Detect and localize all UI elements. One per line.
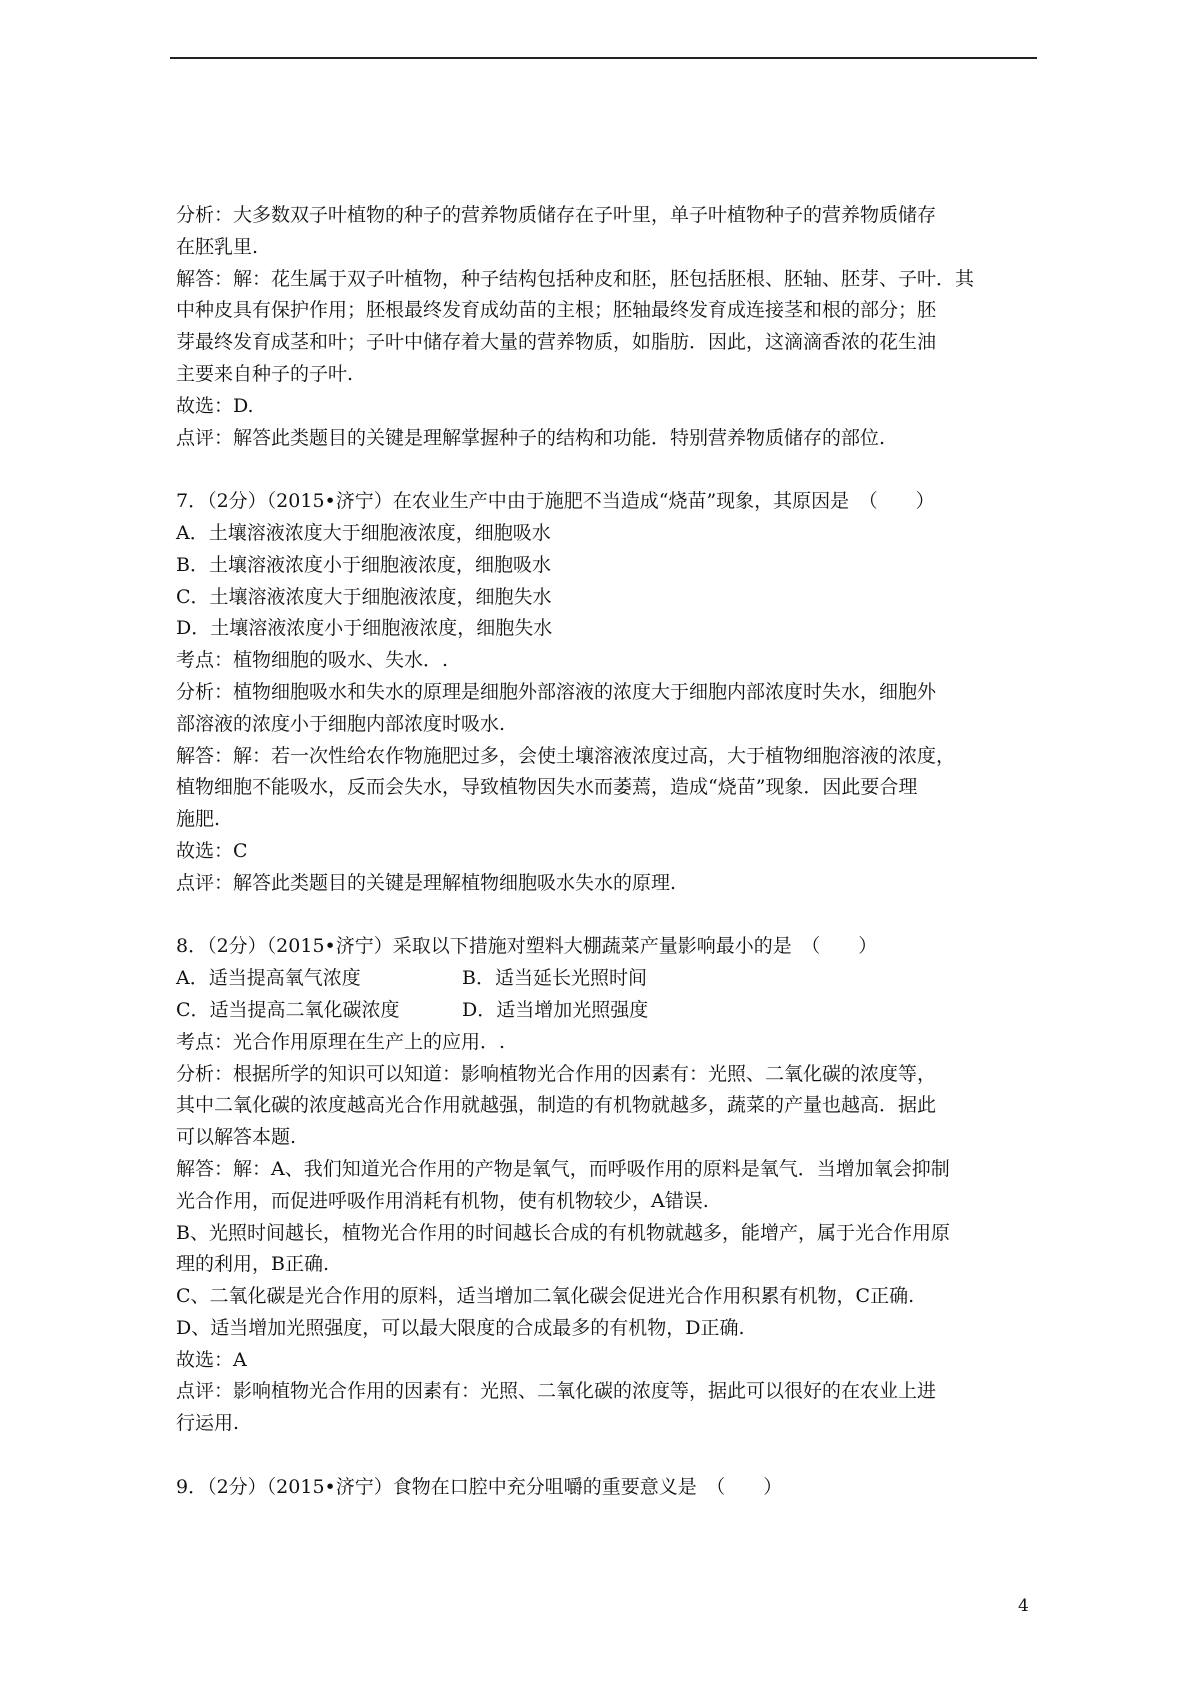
- q8-analysis-line: 可以解答本题.: [176, 1126, 297, 1149]
- q8-answer-line: D、适当增加光照强度，可以最大限度的合成最多的有机物，D正确.: [176, 1316, 745, 1339]
- q7-answer-line: 植物细胞不能吸水，反而会失水，导致植物因失水而萎蔫，造成“烧苗”现象．因此要合理: [176, 776, 918, 799]
- q8-option-d: D．适当增加光照强度: [462, 998, 649, 1021]
- q7-analysis-line: 部溶液的浓度小于细胞内部浓度时吸水.: [176, 712, 506, 735]
- header-rule: [170, 57, 1037, 59]
- q8-answer-line: C、二氧化碳是光合作用的原料，适当增加二氧化碳会促进光合作用积累有机物，C正确.: [176, 1285, 915, 1308]
- q6-analysis-line: 分析：大多数双子叶植物的种子的营养物质储存在子叶里，单子叶植物种子的营养物质储存: [176, 204, 937, 226]
- page-number: 4: [1018, 1596, 1029, 1616]
- q7-analysis-line: 分析：植物细胞吸水和失水的原理是细胞外部溶液的浓度大于细胞内部浓度时失水，细胞外: [176, 680, 937, 703]
- q7-choice: 故选：C: [176, 839, 248, 862]
- q9-stem: 9．（2分）（2015•济宁）食物在口腔中充分咀嚼的重要意义是 （ ）: [176, 1475, 783, 1498]
- question-9: [176, 1472, 1041, 1504]
- q6-answer-line: 解答：解：花生属于双子叶植物，种子结构包括种皮和胚，胚包括胚根、胚轴、胚芽、子叶．其: [176, 267, 975, 290]
- q8-answer-line: 理的利用，B正确.: [176, 1253, 330, 1276]
- q7-answer-line: 解答：解：若一次性给农作物施肥过多，会使土壤溶液浓度过高，大于植物细胞溶液的浓度，: [176, 744, 956, 767]
- q7-option-a: A．土壤溶液浓度大于细胞液浓度，细胞吸水: [176, 521, 551, 544]
- question-8: [176, 931, 1041, 1440]
- q8-analysis-line: 分析：根据所学的知识可以知道：影响植物光合作用的因素有：光照、二氧化碳的浓度等，: [176, 1062, 937, 1085]
- q8-options-row: [176, 995, 1041, 1027]
- q6-choice: 故选：D.: [176, 394, 254, 417]
- q6-analysis-line: 在胚乳里.: [176, 235, 259, 258]
- q7-comment: 点评：解答此类题目的关键是理解植物细胞吸水失水的原理.: [176, 871, 677, 894]
- q8-analysis-line: 其中二氧化碳的浓度越高光合作用就越强，制造的有机物就越多，蔬菜的产量也越高．据此: [176, 1094, 937, 1117]
- q7-option-c: C．土壤溶液浓度大于细胞液浓度，细胞失水: [176, 585, 552, 608]
- q8-option-b: B．适当延长光照时间: [462, 967, 647, 990]
- q8-answer-line: 解答：解：A、我们知道光合作用的产物是氧气，而呼吸作用的原料是氧气．当增加氧会抑制: [176, 1157, 950, 1180]
- q8-option-a: A．适当提高氧气浓度: [176, 967, 361, 990]
- q8-option-c: C．适当提高二氧化碳浓度: [176, 998, 400, 1021]
- q6-comment: 点评：解答此类题目的关键是理解掌握种子的结构和功能．特别营养物质储存的部位.: [176, 426, 886, 449]
- q7-point: 考点：植物细胞的吸水、失水．.: [176, 649, 449, 672]
- q6-answer-line: 主要来自种子的子叶.: [176, 362, 354, 385]
- q8-point: 考点：光合作用原理在生产上的应用．.: [176, 1030, 506, 1053]
- question-6-tail: [176, 200, 1041, 454]
- q8-comment-line: 点评：影响植物光合作用的因素有：光照、二氧化碳的浓度等，据此可以很好的在农业上进: [176, 1380, 937, 1403]
- q8-choice: 故选：A: [176, 1348, 247, 1371]
- q6-answer-line: 芽最终发育成茎和叶；子叶中储存着大量的营养物质，如脂肪．因此，这滴滴香浓的花生油: [176, 331, 937, 354]
- q6-answer-line: 中种皮具有保护作用；胚根最终发育成幼苗的主根；胚轴最终发育成连接茎和根的部分；胚: [176, 299, 937, 322]
- q7-option-b: B．土壤溶液浓度小于细胞液浓度，细胞吸水: [176, 553, 551, 576]
- page-content: [176, 200, 1041, 1504]
- q7-option-d: D．土壤溶液浓度小于细胞液浓度，细胞失水: [176, 617, 553, 640]
- q8-options-row: [176, 963, 1041, 995]
- q8-stem: 8．（2分）（2015•济宁）采取以下措施对塑料大棚蔬菜产量影响最小的是 （ ）: [176, 935, 878, 958]
- q8-answer-line: 光合作用，而促进呼吸作用消耗有机物，使有机物较少，A错误.: [176, 1189, 709, 1212]
- q7-stem: 7．（2分）（2015•济宁）在农业生产中由于施肥不当造成“烧苗”现象，其原因是 （ ）: [176, 490, 935, 513]
- question-7: [176, 486, 1041, 899]
- q7-answer-line: 施肥.: [176, 808, 221, 831]
- q8-answer-line: B、光照时间越长，植物光合作用的时间越长合成的有机物就越多，能增产，属于光合作用原: [176, 1221, 950, 1244]
- q8-comment-line: 行运用.: [176, 1412, 240, 1435]
